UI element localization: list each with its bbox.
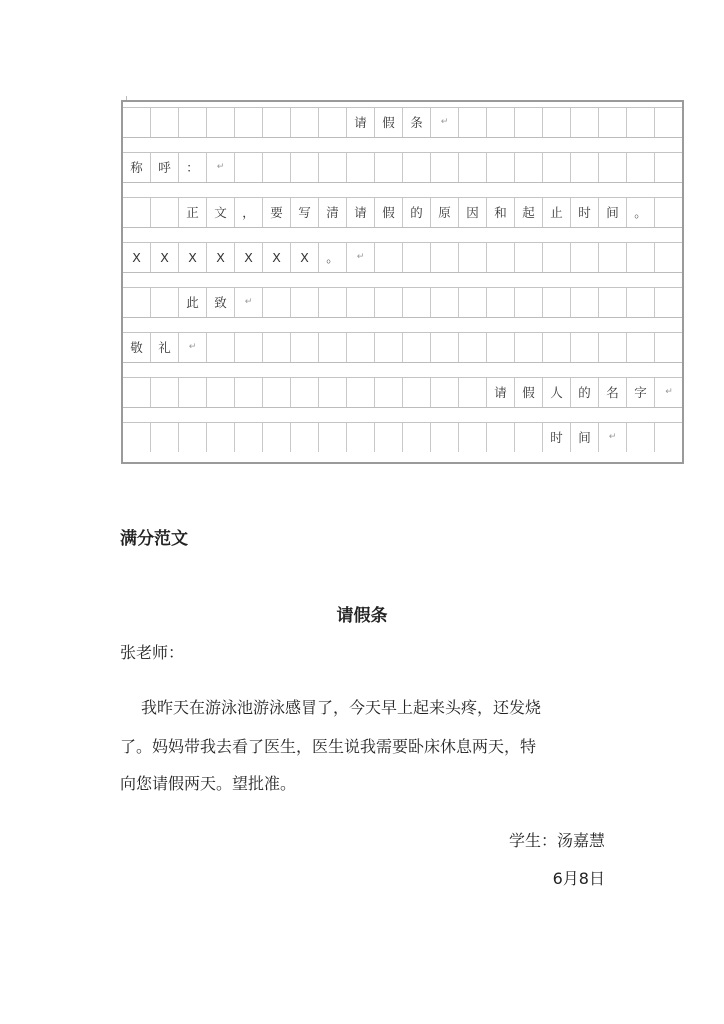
grid-cell: 原 [431, 198, 459, 227]
grid-cell: X [123, 243, 151, 272]
grid-gap [123, 273, 682, 288]
grid-cell: 清 [319, 198, 347, 227]
grid-cell [207, 378, 235, 407]
grid-cell: ↵ [599, 423, 627, 452]
grid-row [123, 153, 682, 183]
letter-template-grid [121, 100, 684, 464]
grid-cell: X [207, 243, 235, 272]
grid-cell [515, 423, 543, 452]
grid-cell: ↵ [179, 333, 207, 362]
grid-cell [151, 108, 179, 137]
grid-cell: 人 [543, 378, 571, 407]
grid-cell [347, 153, 375, 182]
grid-gap [123, 363, 682, 378]
grid-cell: ↵ [347, 243, 375, 272]
grid-cell [431, 288, 459, 317]
grid-cell: ↵ [665, 387, 673, 397]
grid-cell [487, 108, 515, 137]
grid-cell [319, 108, 347, 137]
section-heading: 满分范文 [120, 529, 188, 549]
grid-cell [179, 108, 207, 137]
grid-cell [375, 243, 403, 272]
grid-cell [599, 288, 627, 317]
grid-cell [459, 243, 487, 272]
grid-cell [543, 288, 571, 317]
grid-cell [319, 333, 347, 362]
grid-cell [319, 288, 347, 317]
grid-cell: 要 [263, 198, 291, 227]
grid-cell [403, 243, 431, 272]
grid-cell [431, 423, 459, 452]
grid-cell: X [263, 243, 291, 272]
grid-cell: 名 [599, 378, 627, 407]
grid-cell [319, 423, 347, 452]
grid-cell [431, 333, 459, 362]
grid-cell: 间 [571, 423, 599, 452]
grid-cell [207, 333, 235, 362]
grid-cell: 敬 [123, 333, 151, 362]
grid-cell [459, 423, 487, 452]
grid-cell [235, 153, 263, 182]
grid-cell [571, 288, 599, 317]
grid-row [123, 333, 682, 363]
grid-cell [403, 378, 431, 407]
grid-cell [123, 288, 151, 317]
grid-cell: ↵ [235, 288, 263, 317]
grid-cell [291, 108, 319, 137]
grid-cell [123, 108, 151, 137]
grid-cell: 因 [459, 198, 487, 227]
letter-date: 6月8日 [552, 869, 605, 888]
grid-cell [655, 198, 683, 227]
grid-cell [263, 423, 291, 452]
grid-cell [515, 108, 543, 137]
grid-cell [431, 153, 459, 182]
grid-cell [375, 333, 403, 362]
grid-cell: ， [235, 198, 263, 227]
grid-cell: 致 [207, 288, 235, 317]
grid-cell [179, 423, 207, 452]
grid-cell: 的 [403, 198, 431, 227]
grid-cell [627, 153, 655, 182]
grid-cell: X [291, 243, 319, 272]
grid-cell [655, 333, 683, 362]
grid-cell [207, 108, 235, 137]
grid-cell [151, 198, 179, 227]
grid-cell [151, 288, 179, 317]
grid-cell [263, 153, 291, 182]
grid-cell [543, 333, 571, 362]
grid-cell [627, 108, 655, 137]
grid-cell: X [151, 243, 179, 272]
grid-row [123, 378, 682, 408]
grid-row [123, 288, 682, 318]
grid-cell [599, 153, 627, 182]
grid-cell [403, 333, 431, 362]
grid-gap [123, 318, 682, 333]
grid-cell: 时 [543, 423, 571, 452]
grid-cell [263, 108, 291, 137]
grid-cell [403, 423, 431, 452]
grid-row [123, 108, 682, 138]
grid-cell [291, 378, 319, 407]
grid-cell [571, 153, 599, 182]
grid-cell [123, 198, 151, 227]
grid-cell [347, 423, 375, 452]
grid-cell [459, 288, 487, 317]
letter-salutation: 张老师： [120, 643, 185, 662]
grid-cell [655, 108, 683, 137]
grid-cell [375, 288, 403, 317]
grid-cell [655, 423, 683, 452]
grid-cell [403, 288, 431, 317]
grid-cell [543, 108, 571, 137]
grid-row [123, 243, 682, 273]
grid-cell: 字 [627, 378, 655, 407]
grid-cell [599, 243, 627, 272]
grid-cell [459, 108, 487, 137]
grid-cell [347, 288, 375, 317]
grid-cell: X [179, 243, 207, 272]
grid-cell: ↵ [431, 108, 459, 137]
grid-cell [263, 378, 291, 407]
grid-cell [235, 108, 263, 137]
grid-cell [627, 243, 655, 272]
grid-cell [319, 153, 347, 182]
grid-cell: ： [179, 153, 207, 182]
grid-cell [515, 288, 543, 317]
grid-cell [151, 378, 179, 407]
grid-cell [235, 423, 263, 452]
grid-cell [459, 333, 487, 362]
grid-cell [599, 108, 627, 137]
grid-cell [459, 378, 487, 407]
grid-cell [151, 423, 179, 452]
grid-cell [515, 153, 543, 182]
grid-cell [123, 378, 151, 407]
grid-cell [487, 333, 515, 362]
grid-cell: 时 [571, 198, 599, 227]
grid-cell: 止 [543, 198, 571, 227]
grid-row [123, 423, 682, 453]
grid-cell [319, 378, 347, 407]
grid-cell [571, 333, 599, 362]
grid-cell [375, 378, 403, 407]
letter-title: 请假条 [336, 606, 388, 626]
grid-cell [571, 243, 599, 272]
grid-cell [291, 288, 319, 317]
grid-cell [487, 288, 515, 317]
grid-cell [431, 243, 459, 272]
grid-cell: 文 [207, 198, 235, 227]
grid-cell: 的 [571, 378, 599, 407]
grid-cell: 请 [347, 108, 375, 137]
grid-cell [655, 153, 683, 182]
letter-body-line-3: 向您请假两天。望批准。 [120, 774, 297, 793]
grid-gap [123, 228, 682, 243]
grid-cell [235, 333, 263, 362]
grid-cell: 写 [291, 198, 319, 227]
grid-cell: ↵ [207, 153, 235, 182]
grid-cell [655, 243, 683, 272]
grid-cell: 请 [347, 198, 375, 227]
grid-cell: 。 [319, 243, 347, 272]
grid-cell: 假 [375, 198, 403, 227]
grid-cell [487, 423, 515, 452]
grid-cell: 。 [627, 198, 655, 227]
grid-cell: 和 [487, 198, 515, 227]
grid-cell [571, 108, 599, 137]
grid-row [123, 198, 682, 228]
grid-cell [291, 333, 319, 362]
grid-cell [403, 153, 431, 182]
grid-cell [655, 288, 683, 317]
grid-cell: 称 [123, 153, 151, 182]
grid-cell: 假 [515, 378, 543, 407]
grid-cell [599, 333, 627, 362]
grid-cell: 条 [403, 108, 431, 137]
grid-cell: 起 [515, 198, 543, 227]
grid-cell: 正 [179, 198, 207, 227]
letter-signature: 学生：汤嘉慧 [508, 831, 605, 850]
grid-cell [431, 378, 459, 407]
grid-gap [123, 102, 682, 108]
grid-cell [207, 423, 235, 452]
grid-cell: 呼 [151, 153, 179, 182]
grid-cell [347, 333, 375, 362]
grid-cell [375, 423, 403, 452]
letter-body-line-2: 了。妈妈带我去看了医生，医生说我需要卧床休息两天，特 [120, 737, 537, 756]
grid-cell [263, 288, 291, 317]
grid-cell [291, 153, 319, 182]
grid-cell [487, 243, 515, 272]
grid-cell [627, 333, 655, 362]
letter-body-line-1: 我昨天在游泳池游泳感冒了，今天早上起来头疼，还发烧 [141, 698, 542, 717]
grid-cell [123, 423, 151, 452]
grid-cell [543, 153, 571, 182]
grid-cell: 请 [487, 378, 515, 407]
grid-cell [515, 333, 543, 362]
grid-cell [263, 333, 291, 362]
grid-cell [627, 288, 655, 317]
grid-cell: 假 [375, 108, 403, 137]
grid-cell [627, 423, 655, 452]
grid-cell [543, 243, 571, 272]
grid-cell [375, 153, 403, 182]
grid-cell: 间 [599, 198, 627, 227]
grid-cell: X [235, 243, 263, 272]
grid-cell [179, 378, 207, 407]
grid-gap [123, 183, 682, 198]
grid-gap [123, 408, 682, 423]
grid-gap [123, 138, 682, 153]
grid-cell [515, 243, 543, 272]
grid-cell [459, 153, 487, 182]
grid-cell: 礼 [151, 333, 179, 362]
grid-cell [235, 378, 263, 407]
grid-cell [291, 423, 319, 452]
grid-cell: 此 [179, 288, 207, 317]
grid-cell [487, 153, 515, 182]
grid-cell [347, 378, 375, 407]
